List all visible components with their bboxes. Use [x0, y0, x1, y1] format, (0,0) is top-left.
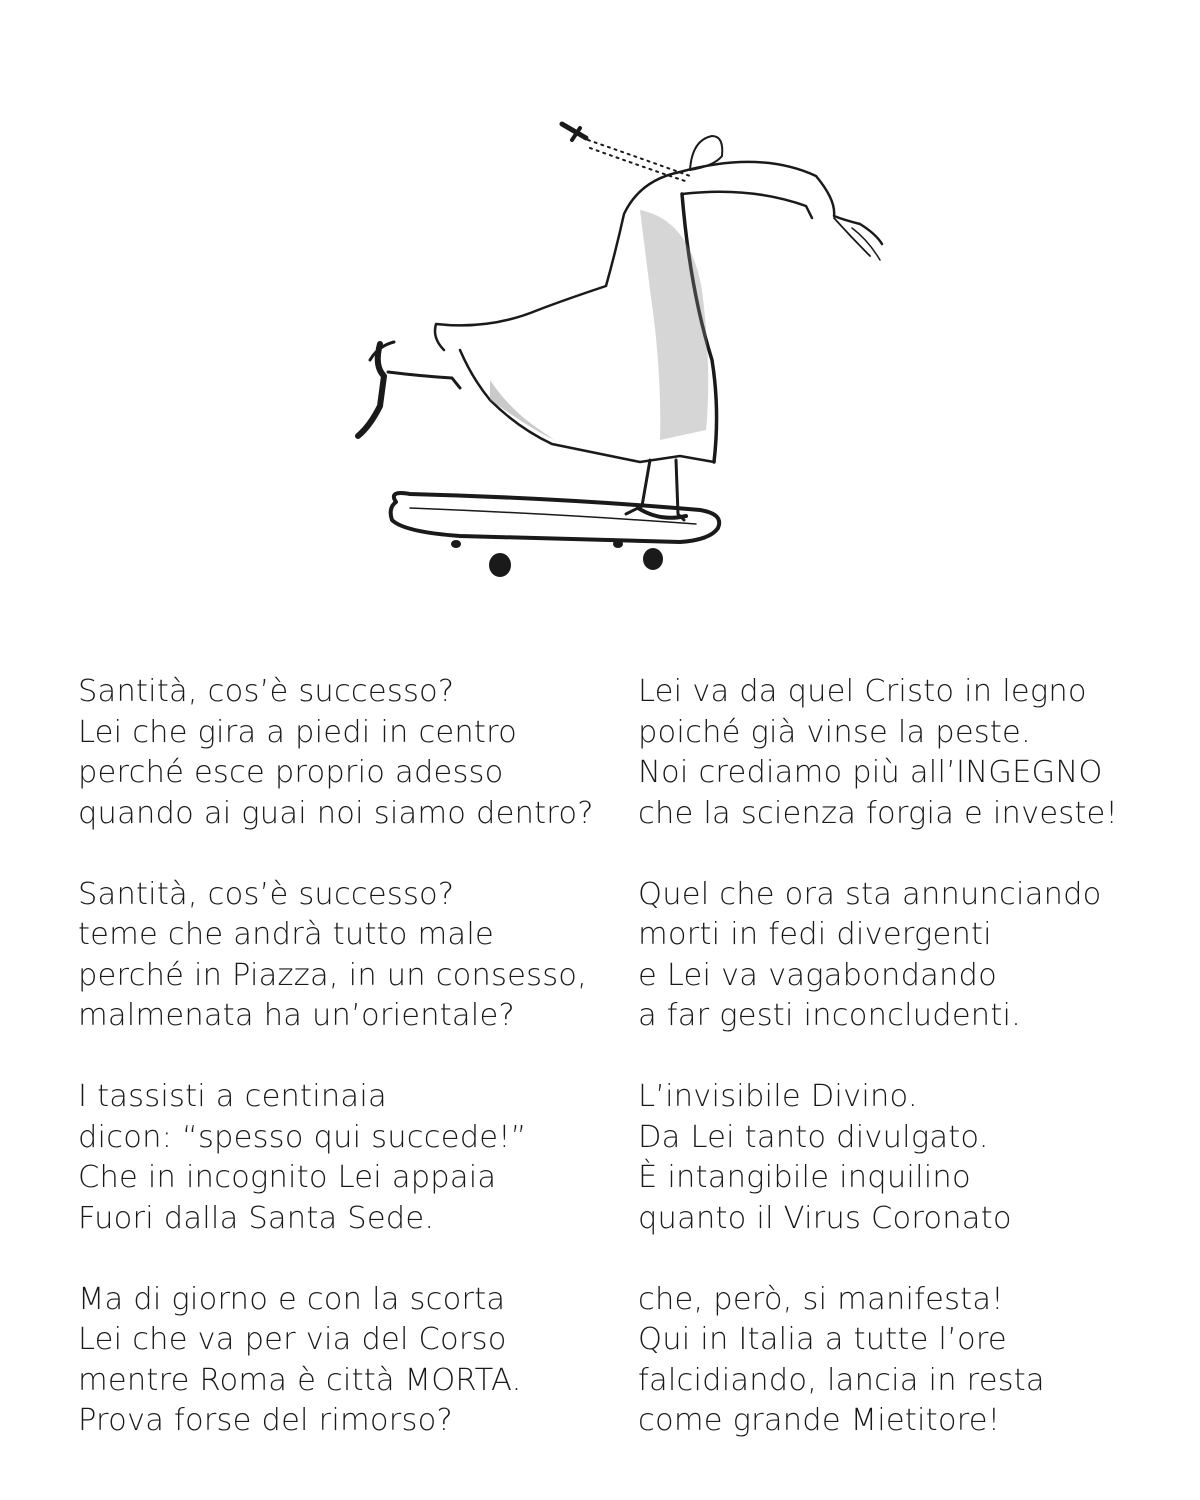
stanza: [78, 672, 618, 834]
verse-line: I tassisti a centinaia: [78, 1079, 387, 1114]
verse-line: poiché già vinse la peste.: [638, 714, 1031, 750]
stanza: [78, 875, 618, 1037]
verse-line: quando ai guai noi siamo dentro?: [78, 795, 594, 831]
verse-line: a far gesti inconcludenti.: [638, 998, 1022, 1033]
verse-line: Lei che va per via del Corso: [78, 1322, 507, 1357]
verse-line: Fuori dalla Santa Sede.: [78, 1200, 435, 1236]
verse-line: Santità, cos’è successo?: [78, 876, 455, 912]
skateboarding-figure-icon: [340, 110, 900, 590]
stanza: [78, 1280, 618, 1442]
verse-line: e Lei va vagabondando: [638, 957, 997, 993]
verse-line: Ma di giorno e con la scorta: [78, 1281, 506, 1317]
verse-line: che, però, si manifesta!: [638, 1281, 1004, 1317]
verse-line: malmenata ha un’orientale?: [78, 998, 515, 1033]
verse-line: morti in fedi divergenti: [638, 917, 992, 952]
stanza: [78, 1077, 618, 1239]
verse-line: perché in Piazza, in un consesso,: [78, 957, 588, 993]
stanza: [638, 1280, 1178, 1442]
verse-line: dicon: “spesso qui succede!”: [78, 1119, 527, 1155]
verse-line: falcidiando, lancia in resta: [638, 1362, 1045, 1398]
skateboarder-illustration: [340, 110, 900, 590]
stanza: [638, 1077, 1178, 1239]
verse-line: L’invisibile Divino.: [638, 1079, 918, 1114]
verse-line: Santità, cos’è successo?: [78, 674, 455, 709]
verse-line: come grande Mietitore!: [638, 1403, 1001, 1438]
verse-line: È intangibile inquilino: [638, 1160, 971, 1195]
stanza: [638, 672, 1178, 834]
verse-line: teme che andrà tutto male: [78, 917, 494, 952]
poem-right-column: [638, 672, 1178, 1442]
verse-line: Prova forse del rimorso?: [78, 1403, 453, 1438]
verse-line: Lei che gira a piedi in centro: [78, 714, 518, 750]
verse-line: mentre Roma è città MORTA.: [78, 1362, 522, 1398]
verse-line: Qui in Italia a tutte l’ore: [638, 1322, 1007, 1357]
verse-line: Da Lei tanto divulgato.: [638, 1119, 989, 1155]
verse-line: quanto il Virus Coronato: [638, 1200, 1012, 1236]
verse-line: Lei va da quel Cristo in legno: [638, 674, 1087, 709]
verse-line: Quel che ora sta annunciando: [638, 876, 1102, 912]
poem-left-column: [78, 672, 618, 1442]
verse-line: Noi crediamo più all’INGEGNO: [638, 755, 1103, 790]
verse-line: perché esce proprio adesso: [78, 755, 504, 790]
stanza: [638, 875, 1178, 1037]
verse-line: che la scienza forgia e investe!: [638, 795, 1118, 831]
verse-line: Che in incognito Lei appaia: [78, 1160, 497, 1195]
